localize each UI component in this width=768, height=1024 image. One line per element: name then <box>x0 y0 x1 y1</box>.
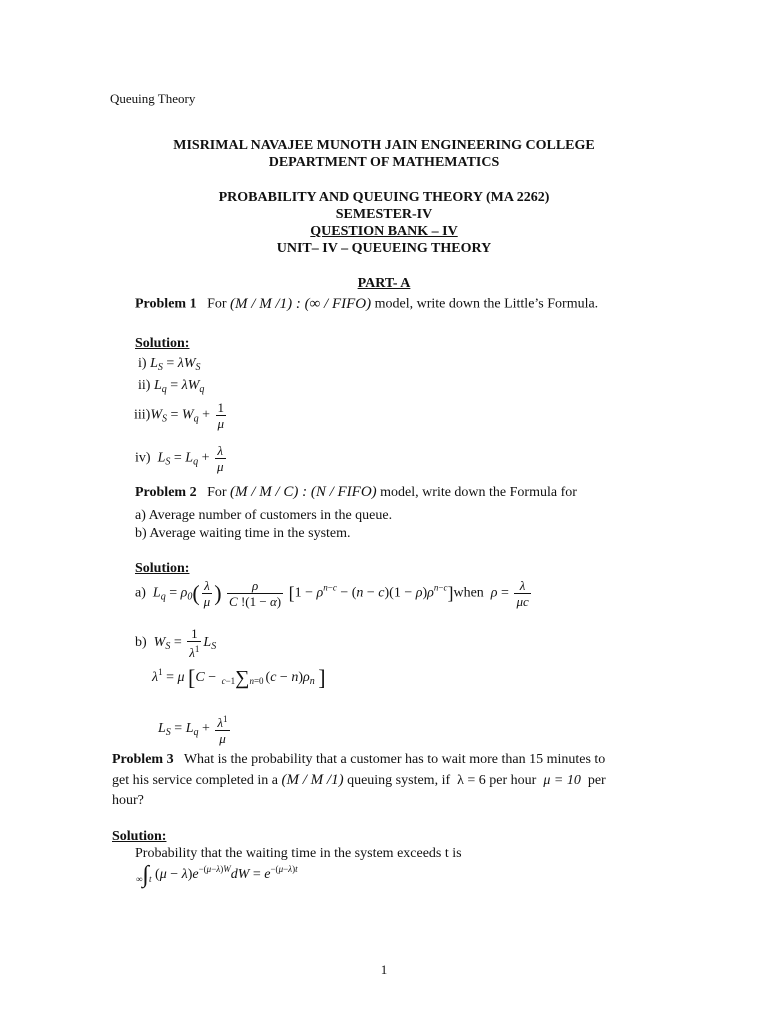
problem-3-solution-label: Solution: <box>112 829 167 844</box>
problem-2-item-a: a) Average number of customers in the queue. <box>135 508 393 523</box>
problem-2-text-post: model, write down the Formula for <box>380 485 577 500</box>
mu-value: μ = 10 <box>543 773 581 788</box>
course-title: PROBABILITY AND QUEUING THEORY (MA 2262) <box>218 190 550 205</box>
little-formula-1: i) $L_S = \lambda W_S$ <box>138 356 201 373</box>
department-name: DEPARTMENT OF MATHEMATICS <box>268 155 500 170</box>
question-bank-title: QUESTION BANK – IV <box>310 224 458 239</box>
little-formula-3: $iii)W_S = W_q$ + $\frac{1}{\mu}$ <box>134 400 225 431</box>
formula-ls: $L_S = L_q$ + $\frac{\lambda^1}{\mu}$ <box>158 714 228 746</box>
item-label: ii) <box>138 378 151 393</box>
problem-2-label: Problem 2 <box>135 485 197 500</box>
problem-2-statement <box>135 484 577 501</box>
problem-1-text-post: model, write down the Little’s Formula. <box>374 296 599 312</box>
item-label: i) <box>138 356 147 371</box>
problem-3-line-1 <box>112 752 605 768</box>
item-label: iii) <box>134 407 151 423</box>
problem-3-label: Problem 3 <box>112 752 174 767</box>
little-formula-4: iv) $L_S = L_q$ + $\frac{\lambda}{\mu}$ <box>135 443 224 474</box>
when-word: when <box>453 585 484 601</box>
unit-title: UNIT– IV – QUEUEING THEORY <box>276 241 492 256</box>
college-name: MISRIMAL NAVAJEE MUNOTH JAIN ENGINEERING COLLEGE <box>173 138 595 153</box>
problem-1-model: (M / M /1) : (∞ / FIFO) <box>230 296 372 312</box>
lambda-value: λ = 6 per hour <box>457 773 537 788</box>
page-number: 1 <box>380 962 388 977</box>
problem-1-statement <box>135 296 598 313</box>
problem-3-text: per <box>587 773 606 788</box>
problem-3-text: What is the probability that a customer has to wait more than 15 minutes to <box>183 752 606 767</box>
problem-2-text-pre: For <box>207 485 227 500</box>
problem-2-model: (M / M / C) : (N / FIFO) <box>230 484 377 500</box>
problem-2-solution-label: Solution: <box>135 561 190 576</box>
problem-3-model: (M / M /1) <box>281 772 344 788</box>
little-formula-2: ii) $L_q = \lambda W_q$ <box>138 378 205 395</box>
part-heading: PART- A <box>357 276 411 291</box>
semester: SEMESTER-IV <box>335 207 433 222</box>
formula-integral: ∞∫t $(\mu - \lambda)e^{-(\mu-\lambda)W}dW = e^{-(\mu-\lambda)t}$ <box>136 862 298 888</box>
problem-1-text-pre: For <box>207 296 227 312</box>
formula-ws: b) $W_S$ = $\frac{1}{\lambda^1}$ $L_S$ <box>135 626 217 660</box>
problem-2-item-b: b) Average waiting time in the system. <box>135 526 351 541</box>
problem-3-line-2 <box>112 772 606 789</box>
problem-3-text: get his service completed in a <box>112 773 278 788</box>
problem-3-text: queuing system, if <box>347 773 451 788</box>
problem-1-label: Problem 1 <box>135 296 197 312</box>
formula-lq: a) $L_q = \rho_0$( $\frac{\lambda}{\mu}$ ) $\frac{\rho}{C !(1 - \alpha)}$ [$1 - \rho^{n-c} - (n - c)(1$ − $\rho)\rho^{n-c}]when$ ρ = $\frac{\lambda}{\mu c}$ <box>135 578 529 609</box>
running-header: Queuing Theory <box>110 91 196 106</box>
item-label: iv) <box>135 450 151 466</box>
problem-1-solution-label: Solution: <box>135 336 190 351</box>
formula-lambda1: $\lambda^1 = \mu$ [C − c−1∑n=0 $(c - n)\rho_n$ ] <box>152 665 326 690</box>
problem-3-line-3: hour? <box>112 793 144 808</box>
problem-3-solution-text: Probability that the waiting time in the system exceeds t is <box>135 846 462 861</box>
